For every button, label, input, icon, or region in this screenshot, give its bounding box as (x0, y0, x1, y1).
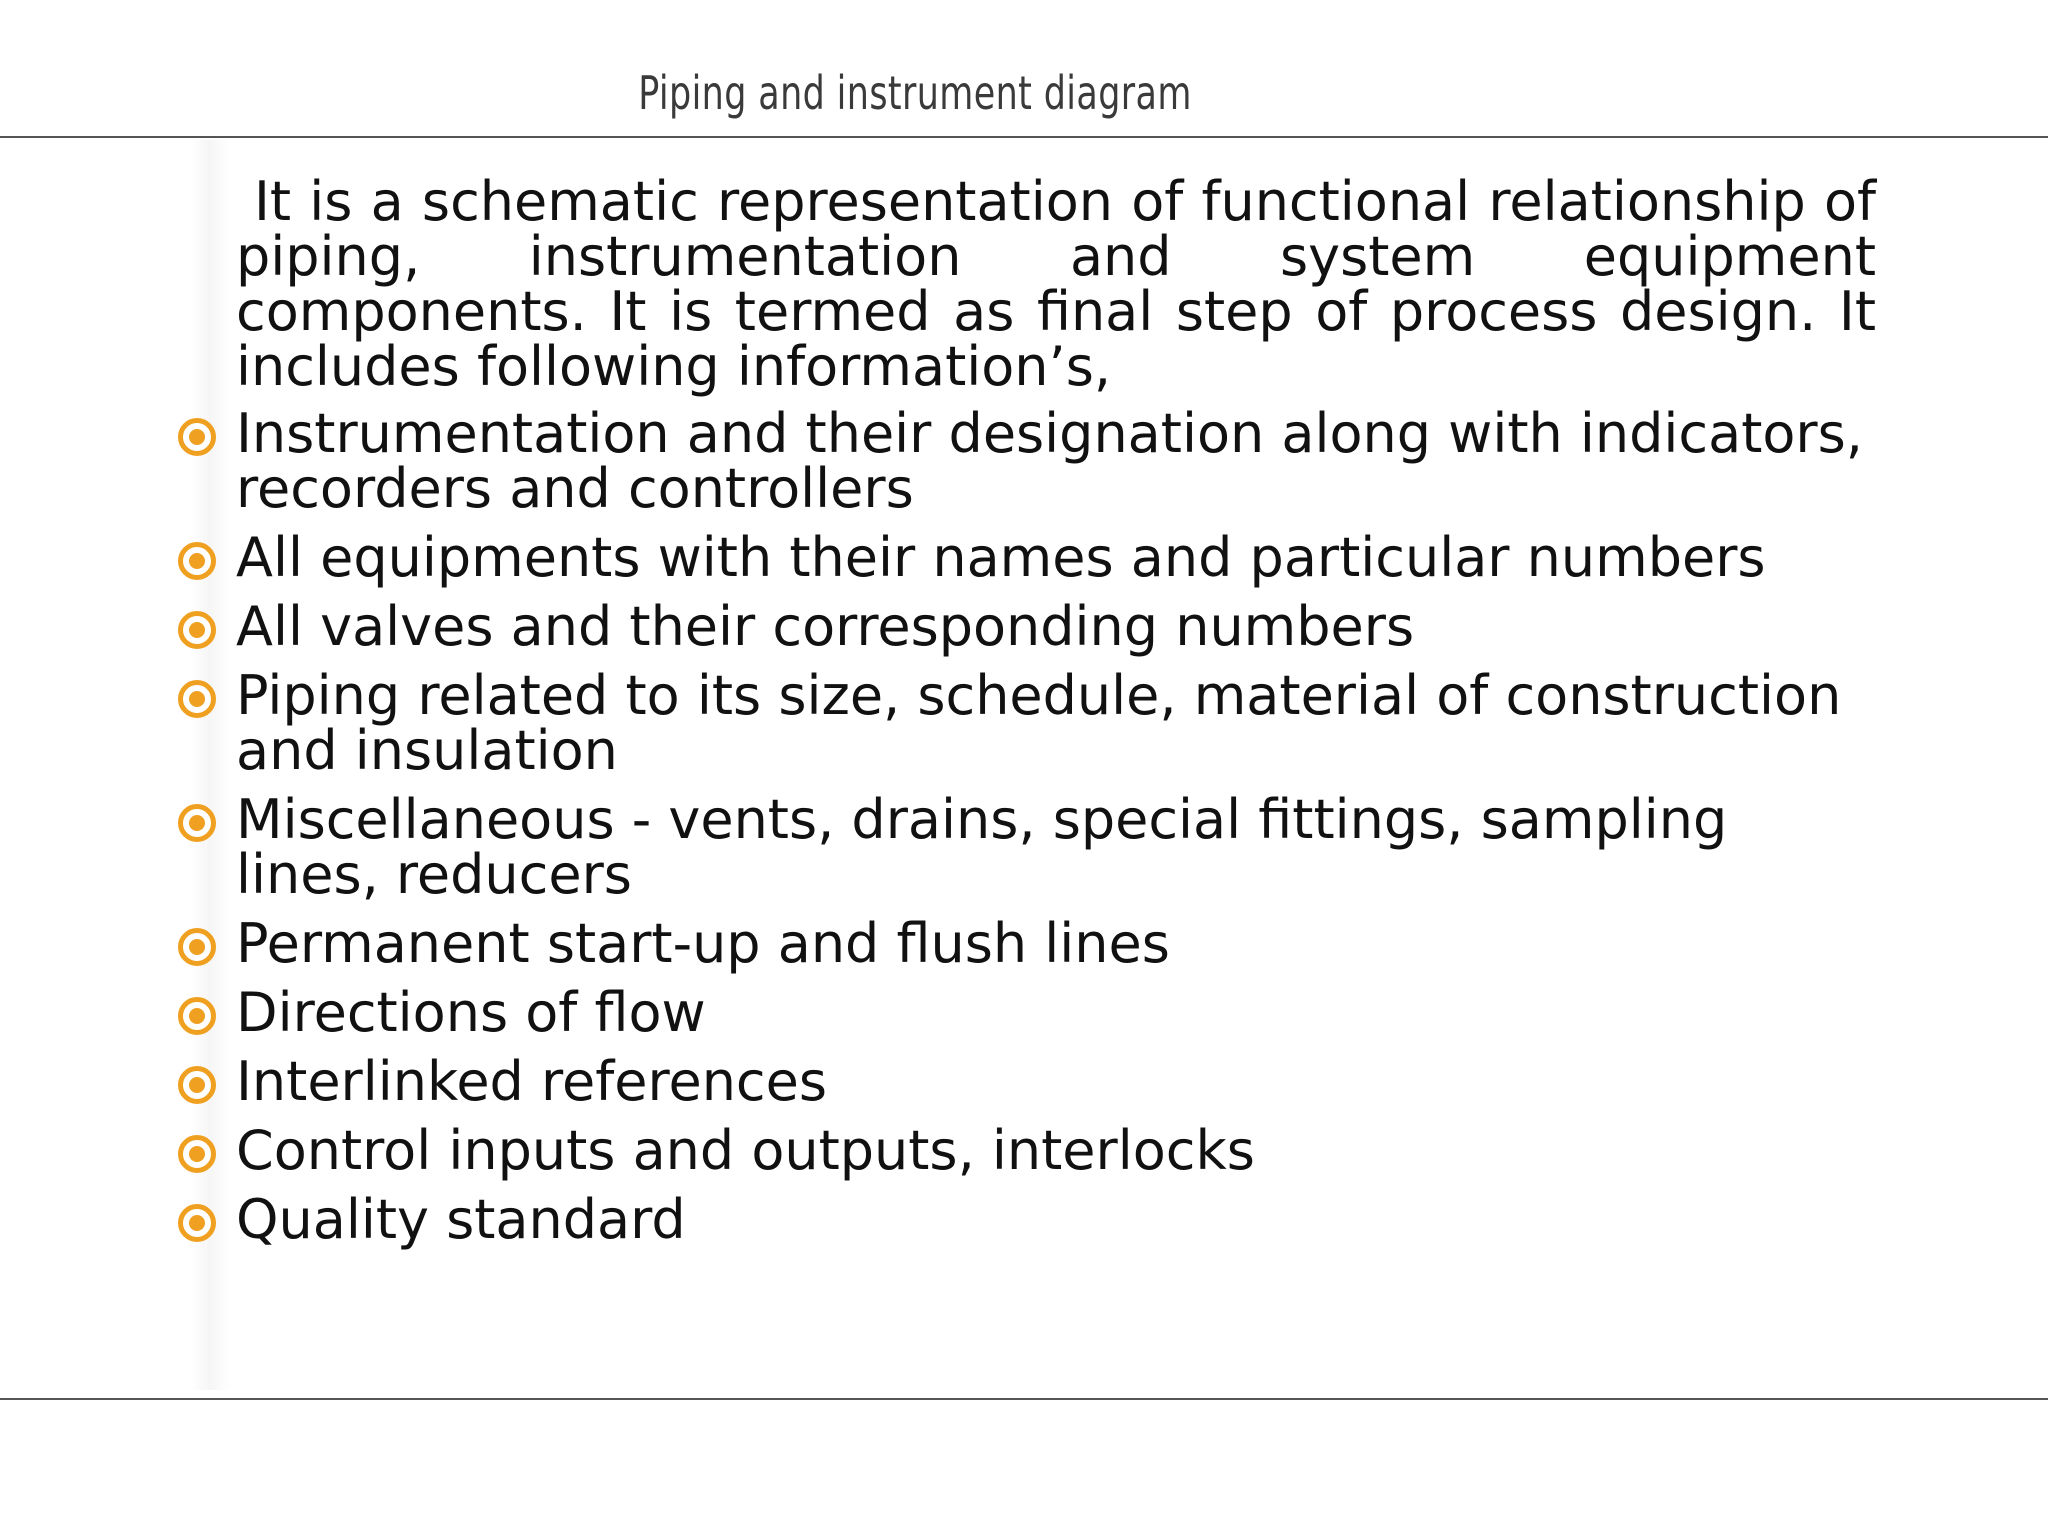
list-item-text: All valves and their corresponding numbers (236, 595, 1415, 658)
circle-dot-icon (178, 1135, 216, 1173)
list-item-text: Piping related to its size, schedule, material of construction and insulation (236, 664, 1842, 782)
circle-dot-icon (178, 1066, 216, 1104)
decorative-shade (190, 140, 230, 1390)
circle-dot-icon (178, 680, 216, 718)
list-item (236, 664, 1876, 782)
list-item (236, 912, 1876, 975)
list-item-text: Instrumentation and their designation along with indicators, recorders and controllers (236, 402, 1863, 520)
circle-dot-icon (178, 804, 216, 842)
intro-text: It is a schematic representation of functional relationship of piping, instrumentation and system equipment components. It is termed as final step of process design. It includes following information’s, (236, 170, 1876, 398)
list-item-text: All equipments with their names and particular numbers (236, 526, 1766, 589)
list-item-text: Directions of flow (236, 981, 706, 1044)
circle-dot-icon (178, 542, 216, 580)
slide-content (236, 170, 1876, 1261)
list-item (236, 788, 1876, 906)
slide-title: Piping and instrument diagram (638, 66, 1192, 120)
bullet-list (236, 402, 1876, 1251)
list-item (236, 981, 1876, 1044)
top-divider (0, 136, 2048, 138)
list-item-text: Quality standard (236, 1188, 686, 1251)
list-item-text: Permanent start-up and flush lines (236, 912, 1170, 975)
circle-dot-icon (178, 928, 216, 966)
list-item-text: Control inputs and outputs, interlocks (236, 1119, 1255, 1182)
circle-dot-icon (178, 997, 216, 1035)
list-item (236, 595, 1876, 658)
bottom-divider (0, 1398, 2048, 1400)
list-item (236, 402, 1876, 520)
list-item-text: Miscellaneous - vents, drains, special fittings, sampling lines, reducers (236, 788, 1728, 906)
list-item (236, 1119, 1876, 1182)
list-item-text: Interlinked references (236, 1050, 827, 1113)
list-item (236, 1050, 1876, 1113)
list-item (236, 1188, 1876, 1251)
intro-paragraph (236, 170, 1876, 398)
circle-dot-icon (178, 1204, 216, 1242)
circle-dot-icon (178, 611, 216, 649)
list-item (236, 526, 1876, 589)
circle-dot-icon (178, 418, 216, 456)
